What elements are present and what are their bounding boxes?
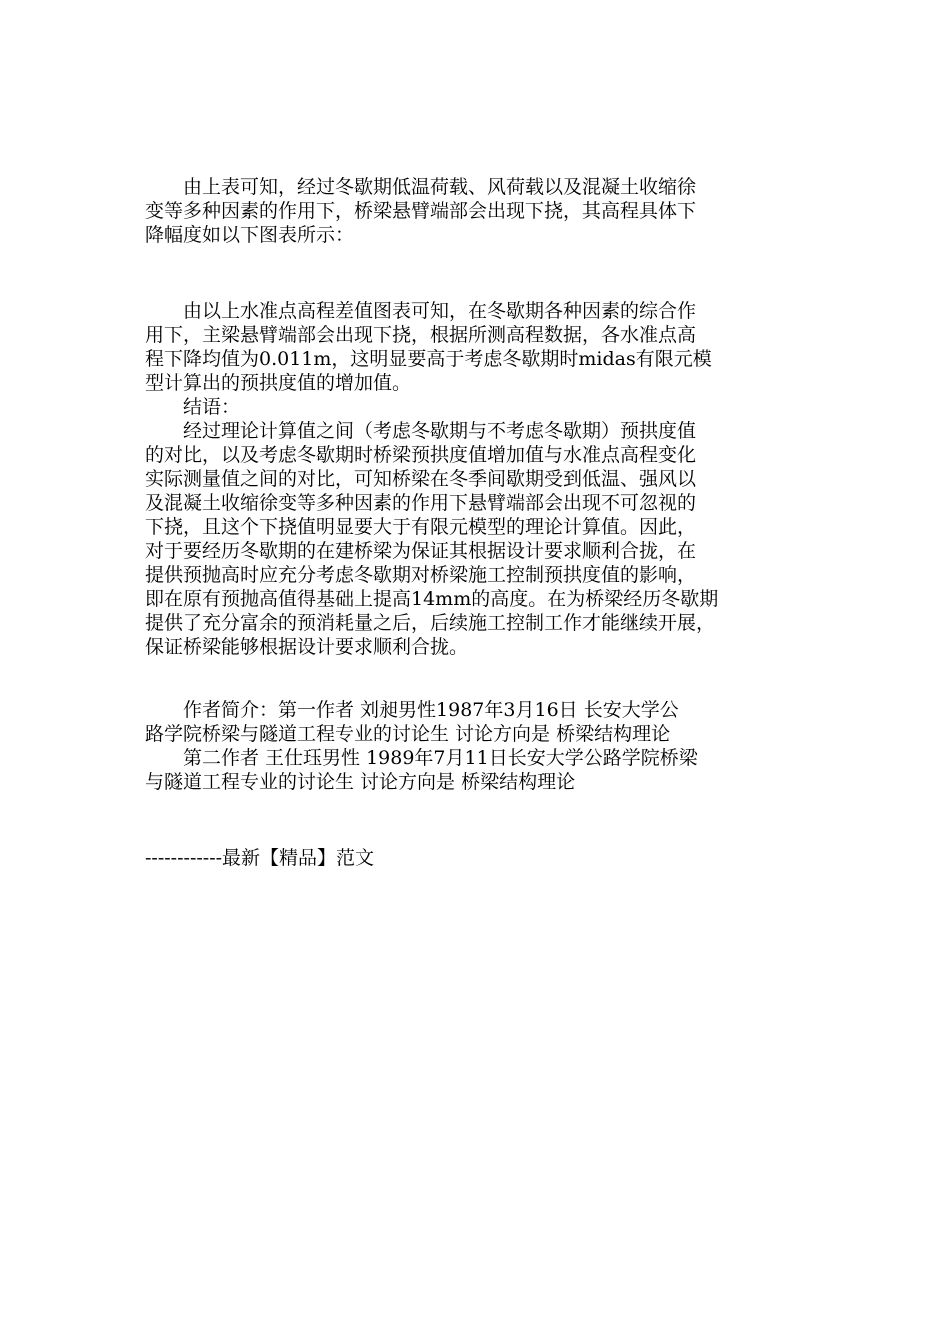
text-line: 由上表可知，经过冬歇期低温荷载、风荷载以及混凝土收缩徐	[183, 176, 697, 198]
text-line: 由以上水准点高程差值图表可知，在冬歇期各种因素的综合作	[183, 300, 697, 322]
text-line: 程下降均值为0.011m，这明显要高于考虑冬歇期时midas有限元模	[145, 348, 712, 370]
paragraph-intro	[145, 175, 805, 247]
text-line: 实际测量值之间的对比，可知桥梁在冬季间歇期受到低温、强风以	[145, 468, 697, 490]
text-line: 下挠，且这个下挠值明显要大于有限元模型的理论计算值。因此，	[145, 516, 697, 538]
author-bios	[145, 698, 805, 794]
text-line: 型计算出的预拱度值的增加值。	[145, 372, 412, 394]
text-line: 用下，主梁悬臂端部会出现下挠，根据所测高程数据，各水准点高	[145, 324, 697, 346]
text-line: 即在原有预抛高值得基础上提高14mm的高度。在为桥梁经历冬歇期	[145, 588, 719, 610]
text-line: 与隧道工程专业的讨论生 讨论方向是 桥梁结构理论	[145, 771, 576, 793]
text-line: 及混凝土收缩徐变等多种因素的作用下悬臂端部会出现不可忽视的	[145, 492, 697, 514]
text-line: 路学院桥梁与隧道工程专业的讨论生 讨论方向是 桥梁结构理论	[145, 723, 671, 745]
conclusion-heading: 结语：	[183, 396, 241, 418]
text-line: 降幅度如以下图表所示：	[145, 224, 355, 246]
paragraph-analysis	[145, 299, 805, 659]
text-line: 提供了充分富余的预消耗量之后，后续施工控制工作才能继续开展，	[145, 612, 716, 634]
text-line: 作者简介：第一作者 刘昶男性1987年3月16日 长安大学公	[183, 699, 679, 721]
text-line: 保证桥梁能够根据设计要求顺利合拢。	[145, 636, 469, 658]
text-line: 的对比，以及考虑冬歇期时桥梁预拱度值增加值与水准点高程变化	[145, 444, 697, 466]
text-line: 第二作者 王仕珏男性 1989年7月11日长安大学公路学院桥梁	[183, 747, 698, 769]
text-line: 经过理论计算值之间（考虑冬歇期与不考虑冬歇期）预拱度值	[183, 420, 697, 442]
text-line: 变等多种因素的作用下，桥梁悬臂端部会出现下挠，其高程具体下	[145, 200, 697, 222]
text-line: 对于要经历冬歇期的在建桥梁为保证其根据设计要求顺利合拢，在	[145, 540, 697, 562]
page-footer	[145, 846, 805, 870]
text-line: 提供预抛高时应充分考虑冬歇期对桥梁施工控制预拱度值的影响，	[145, 564, 697, 586]
footer-text: ------------最新【精品】范文	[145, 847, 375, 869]
